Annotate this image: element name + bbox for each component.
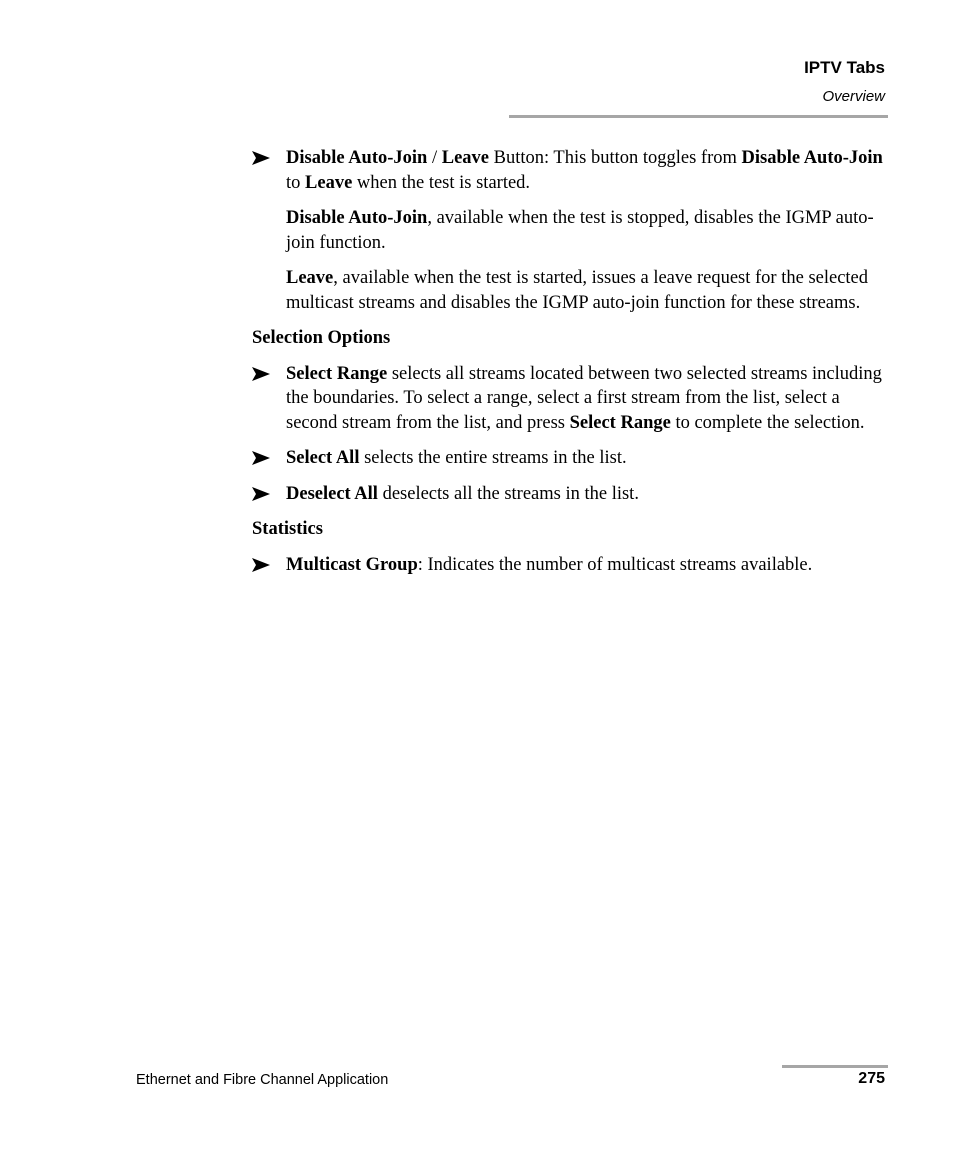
paragraph-disable-auto-join — [252, 206, 892, 255]
text: deselects all the streams in the list. — [377, 483, 639, 504]
bold-term: Select All — [286, 448, 360, 468]
paragraph-leave — [252, 266, 892, 315]
bullet-select-range — [252, 362, 892, 436]
heading-statistics: Statistics — [252, 519, 323, 539]
text: to complete the selection. — [670, 412, 865, 433]
bold-term: Deselect All — [286, 483, 378, 504]
bold-term: Multicast Group — [286, 554, 418, 575]
text: Button: This button toggles from — [489, 148, 742, 168]
bold-term: Disable Auto-Join — [741, 148, 883, 168]
running-header-subtitle: Overview — [822, 88, 885, 105]
text: , available when the test is stopped, disables the IGMP auto-join function. — [286, 208, 874, 253]
text: to — [286, 172, 306, 193]
bullet-auto-join-leave — [252, 146, 892, 195]
bold-term: Leave — [286, 268, 334, 288]
main-content — [252, 146, 892, 588]
header-rule — [509, 115, 888, 118]
bold-term: Select Range — [286, 363, 388, 384]
running-header-title: IPTV Tabs — [804, 58, 885, 77]
heading-selection-options: Selection Options — [252, 328, 391, 348]
arrow-bullet-icon — [252, 151, 270, 165]
bullet-select-all — [252, 446, 892, 471]
footer-rule — [782, 1065, 888, 1068]
arrow-bullet-icon — [252, 451, 270, 465]
arrow-bullet-icon — [252, 558, 270, 572]
text: , available when the test is started, issues a leave request for the selected multicast streams and disables the IGMP auto-join function for these streams. — [286, 268, 869, 313]
bold-term: Disable Auto-Join — [286, 148, 428, 168]
text: when the test is started. — [352, 172, 531, 193]
text: : Indicates the number of multicast streams available. — [417, 554, 813, 575]
text: / — [427, 148, 442, 168]
footer-title: Ethernet and Fibre Channel Application — [136, 1072, 389, 1088]
bullet-multicast-group — [252, 553, 892, 578]
bold-term: Disable Auto-Join — [286, 208, 428, 228]
arrow-bullet-icon — [252, 487, 270, 501]
arrow-bullet-icon — [252, 367, 270, 381]
bold-term: Select Range — [569, 412, 671, 433]
bullet-deselect-all — [252, 482, 892, 507]
page-number: 275 — [858, 1070, 885, 1087]
bold-term: Leave — [441, 148, 489, 168]
text: selects the entire streams in the list. — [359, 448, 627, 468]
text: selects all streams located between two selected streams including the boundaries. To select a range, select a first stream from the list, select a second stream from the list, and press — [286, 363, 882, 433]
bold-term: Leave — [305, 172, 353, 193]
